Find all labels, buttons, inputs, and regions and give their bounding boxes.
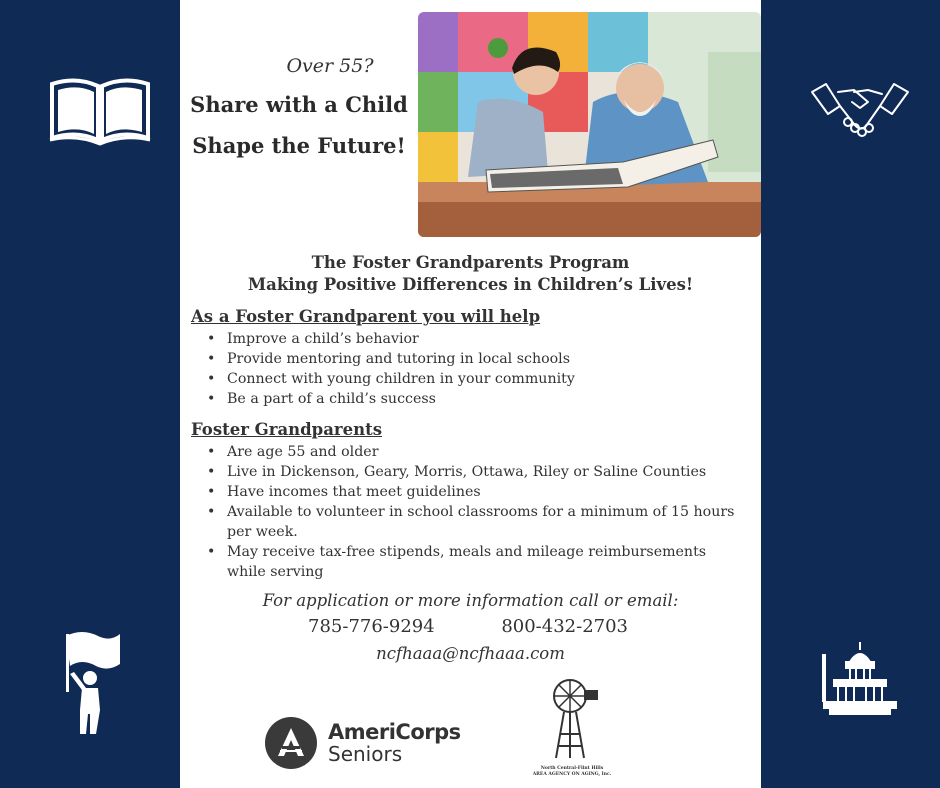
flyer [180, 0, 761, 788]
requirements-list [191, 442, 747, 582]
headline-line-2: Shape the Future! [192, 133, 406, 158]
americorps-seniors: Seniors [328, 742, 403, 766]
list-item: • Live in Dickenson, Geary, Morris, Ottawa, Riley or Saline Counties [227, 462, 747, 482]
americorps-mark-icon [264, 716, 318, 770]
list-item: • Are age 55 and older [227, 442, 747, 462]
email-address[interactable]: ncfhaaa@ncfhaaa.com [376, 644, 565, 663]
contact-prompt: For application or more information call or email: [262, 591, 679, 610]
requirements-section-title: Foster Grandparents [191, 420, 382, 439]
program-subtitle: Making Positive Differences in Children’s Lives! [247, 275, 694, 294]
handshake-icon [810, 80, 910, 146]
capitol-building-icon [820, 640, 900, 716]
open-book-icon [48, 76, 152, 146]
list-item: • Have incomes that meet guidelines [227, 482, 747, 502]
aaa-name-line-1: North Central-Flint Hills [540, 766, 604, 771]
list-item: • Improve a child’s behavior [227, 329, 747, 349]
list-item: • Connect with young children in your community [227, 369, 747, 389]
help-list [191, 329, 747, 409]
americorps-name: AmeriCorps [328, 720, 461, 744]
tagline: Over 55? [286, 55, 374, 77]
list-item: • Available to volunteer in school classrooms for a minimum of 15 hours per week. [227, 502, 747, 542]
aaa-name-line-2: AREA AGENCY ON AGING, Inc. [532, 772, 612, 777]
grandparent-reading-photo [418, 12, 761, 237]
list-item: • Provide mentoring and tutoring in local schools [227, 349, 747, 369]
headline-line-1: Share with a Child [190, 92, 408, 117]
help-section-title: As a Foster Grandparent you will help [191, 307, 541, 326]
phone-number-2[interactable]: 800-432-2703 [501, 616, 628, 637]
program-heading [180, 252, 761, 296]
phone-number-1[interactable]: 785-776-9294 [308, 616, 435, 637]
person-with-flag-icon [62, 630, 122, 736]
phone-numbers [308, 616, 628, 637]
windmill-icon [542, 678, 602, 762]
program-title: The Foster Grandparents Program [311, 253, 630, 272]
list-item: • May receive tax-free stipends, meals and mileage reimbursements while serving [227, 542, 747, 582]
list-item: • Be a part of a child’s success [227, 389, 747, 409]
americorps-seniors-logo [264, 716, 461, 770]
area-agency-on-aging-logo [526, 678, 618, 778]
